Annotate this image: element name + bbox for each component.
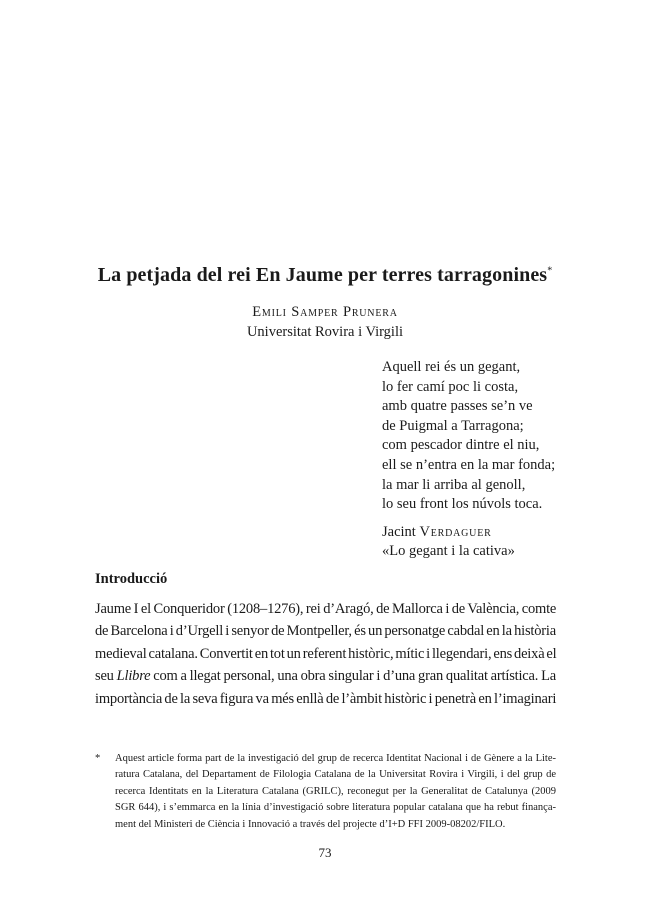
page-number: 73: [318, 845, 332, 860]
footnote-line: recerca Identitats en la Literatura Catalana (GRILC), reconegut per la Generalitat de Catalunya (2009: [115, 785, 556, 797]
epigraph-source: «Lo gegant i la cativa»: [382, 543, 515, 560]
epigraph-author: [382, 523, 555, 543]
footnote-line: ratura Catalana, del Departament de Filologia Catalana de la Universitat Rovira i Virgili, i del grup de: [115, 769, 556, 781]
body-line-post: com a llegat personal, una obra singular i d’una gran qualitat artística. La: [153, 668, 556, 685]
epigraph-verse: [382, 358, 555, 515]
footnote-text: [115, 751, 556, 833]
body-line-pre: seu: [95, 668, 114, 685]
body-line: Jaume I el Conqueridor (1208–1276), rei d’Aragó, de Mallorca i de València, comte: [95, 601, 557, 617]
title-footnote-marker: *: [547, 265, 553, 277]
book-title-italic: Llibre: [116, 668, 151, 685]
footnote-line: ment del Ministeri de Ciència i Innovació a través del projecte d’I+D FFI 2009-08202/FILO.: [115, 818, 506, 830]
verse-line: lo fer camí poc li costa,: [382, 378, 519, 395]
verse-line: Aquell rei és un gegant,: [382, 359, 521, 375]
body-line: medieval catalana. Convertit en tot un referent històric, mític i llegendari, ens deixà el: [95, 645, 557, 662]
verse-line: ell se n’entra en la mar fonda;: [382, 456, 556, 473]
footnote: [95, 751, 556, 833]
verse-line: la mar li arriba al genoll,: [382, 476, 526, 493]
footnote-line: SGR 644), i s’emmarca en la línia d’investigació sobre literatura popular catalana que ha rebut finança-: [115, 802, 556, 814]
body-paragraph: [95, 598, 556, 710]
body-line: importància de la seva figura va més enllà de l’àmbit històric i penetrà en l’imaginari: [95, 690, 557, 707]
footnote-line: Aquest article forma part de la investigació del grup de recerca Identitat Nacional i de Gènere a la Lite-: [115, 753, 556, 764]
verse-line: lo seu front los núvols toca.: [382, 496, 543, 513]
epigraph-author-last: Verdaguer: [419, 523, 492, 540]
verse-line: amb quatre passes se’n ve: [382, 398, 533, 415]
article-title-text: La petjada del rei En Jaume per terres tarragonines: [97, 264, 548, 286]
verse-line: com pescador dintre el niu,: [382, 437, 540, 454]
author-block: [0, 302, 650, 342]
author-affiliation: Universitat Rovira i Virgili: [246, 324, 404, 340]
epigraph-attribution: [382, 523, 555, 562]
epigraph: [382, 358, 555, 562]
body-line-with-italic: [95, 665, 556, 687]
author-name: Emili Samper Prunera: [252, 304, 398, 320]
footnote-marker: *: [95, 753, 101, 764]
body-line: de Barcelona i d’Urgell i senyor de Montpeller, és un personatge cabdal en la història: [95, 623, 556, 640]
epigraph-author-first: Jacint: [382, 523, 416, 540]
article-title: [60, 264, 590, 287]
verse-line: de Puigmal a Tarragona;: [382, 417, 524, 434]
section-heading: Introducció: [95, 571, 168, 587]
